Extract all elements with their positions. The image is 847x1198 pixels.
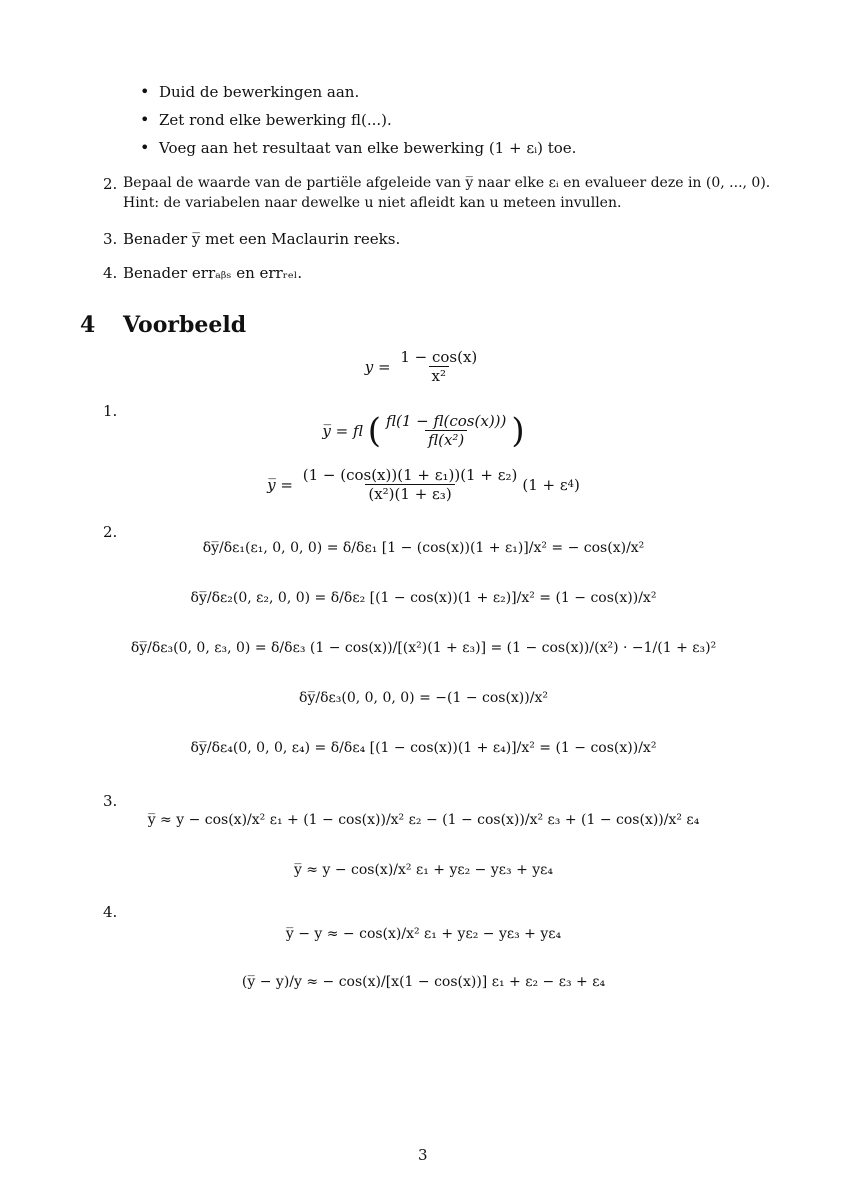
step-number: 3. <box>103 230 118 248</box>
maclaurin-simplified: y̅ ≈ y − cos(x)/x² ε₁ + yε₂ − yε₃ + yε₄ <box>293 862 554 878</box>
equation-y-definition: y = $\frac{1 - \cos(x)}{\text{x²}}$ <box>0 348 847 385</box>
bullet-item: • Voeg aan het resultaat van elke bewerking (1 + εᵢ) toe. <box>140 138 577 157</box>
bullet-item: • Duid de bewerkingen aan. <box>140 82 360 101</box>
section-number: 4 <box>80 312 96 338</box>
fraction-denominator: (x²)(1 + ε₃) <box>365 484 454 503</box>
example-label: 1. <box>103 402 118 420</box>
fraction-numerator: (1 − (cos(x))(1 + ε₁))(1 + ε₂) <box>302 466 518 484</box>
example-label: 2. <box>103 523 118 541</box>
step-text: Benader y̅ met een Maclaurin reeks. <box>123 230 401 248</box>
step-number: 2. <box>103 175 118 193</box>
step-text: Bepaal de waarde van de partiële afgeleide van y̅ naar elke εᵢ en evalueer deze in (0, ..., 0). <box>123 175 771 191</box>
derivative-eps4: δy̅/δε₄(0, 0, 0, ε₄) = δ/δε₄ [(1 − cos(x))(1 + ε₄)]/x² = (1 − cos(x))/x² <box>190 740 657 756</box>
step-number: 4. <box>103 264 118 282</box>
derivative-eps3-zero: δy̅/δε₃(0, 0, 0, 0) = −(1 − cos(x))/x² <box>299 690 548 706</box>
bullet-text: Duid de bewerkingen aan. <box>158 83 360 101</box>
bullet-text: Voeg aan het resultaat van elke bewerking (1 + εᵢ) toe. <box>158 139 577 157</box>
step-text: Benader errₐᵦₛ en errᵣₑₗ. <box>123 264 303 282</box>
fraction-numerator: 1 − cos(x) <box>400 348 478 366</box>
fraction-numerator: fl(1 − fl(cos(x))) <box>386 412 507 430</box>
equation-epsilon: y̅ = $\frac{\text{(1 − (cos(x))(1 + ε₁))(1 + ε₂)}}{\text{(x²)(1 + ε₃)}}$ (1 + ε 4 ) <box>267 466 580 503</box>
derivative-eps3: δy̅/δε₃(0, 0, ε₃, 0) = δ/δε₃ (1 − cos(x))/[(x²)(1 + ε₃)] = (1 − cos(x))/(x²) · −1/(1 + ε₃)² <box>130 640 717 656</box>
page-number: 3 <box>418 1146 428 1164</box>
maclaurin-full: y̅ ≈ y − cos(x)/x² ε₁ + (1 − cos(x))/x² ε₂ − (1 − cos(x))/x² ε₃ + (1 − cos(x))/x² ε₄ <box>147 812 700 828</box>
bullet-item: • Zet rond elke bewerking fl(...). <box>140 110 392 129</box>
example-label: 4. <box>103 903 118 921</box>
step-hint: Hint: de variabelen naar dewelke u niet afleidt kan u meteen invullen. <box>123 195 622 211</box>
bullet-text: Zet rond elke bewerking fl(...). <box>158 111 392 129</box>
section-title: Voorbeeld <box>123 312 247 338</box>
derivative-eps2: δy̅/δε₂(0, ε₂, 0, 0) = δ/δε₂ [(1 − cos(x))(1 + ε₂)]/x² = (1 − cos(x))/x² <box>190 590 657 606</box>
relative-error: (y̅ − y)/y ≈ − cos(x)/[x(1 − cos(x))] ε₁ + ε₂ − ε₃ + ε₄ <box>241 974 606 990</box>
equation-fl: y̅ = fl ( $\frac{fl(1 - fl(\cos(x)))}{\text{fl(x²)}}$ ) <box>322 410 525 451</box>
fraction-denominator: fl(x²) <box>425 430 467 449</box>
derivative-eps1: δy̅/δε₁(ε₁, 0, 0, 0) = δ/δε₁ [1 − (cos(x))(1 + ε₁)]/x² = − cos(x)/x² <box>202 540 645 556</box>
absolute-error: y̅ − y ≈ − cos(x)/x² ε₁ + yε₂ − yε₃ + yε₄ <box>285 926 562 942</box>
fraction-denominator: x² <box>429 366 449 385</box>
example-label: 3. <box>103 792 118 810</box>
